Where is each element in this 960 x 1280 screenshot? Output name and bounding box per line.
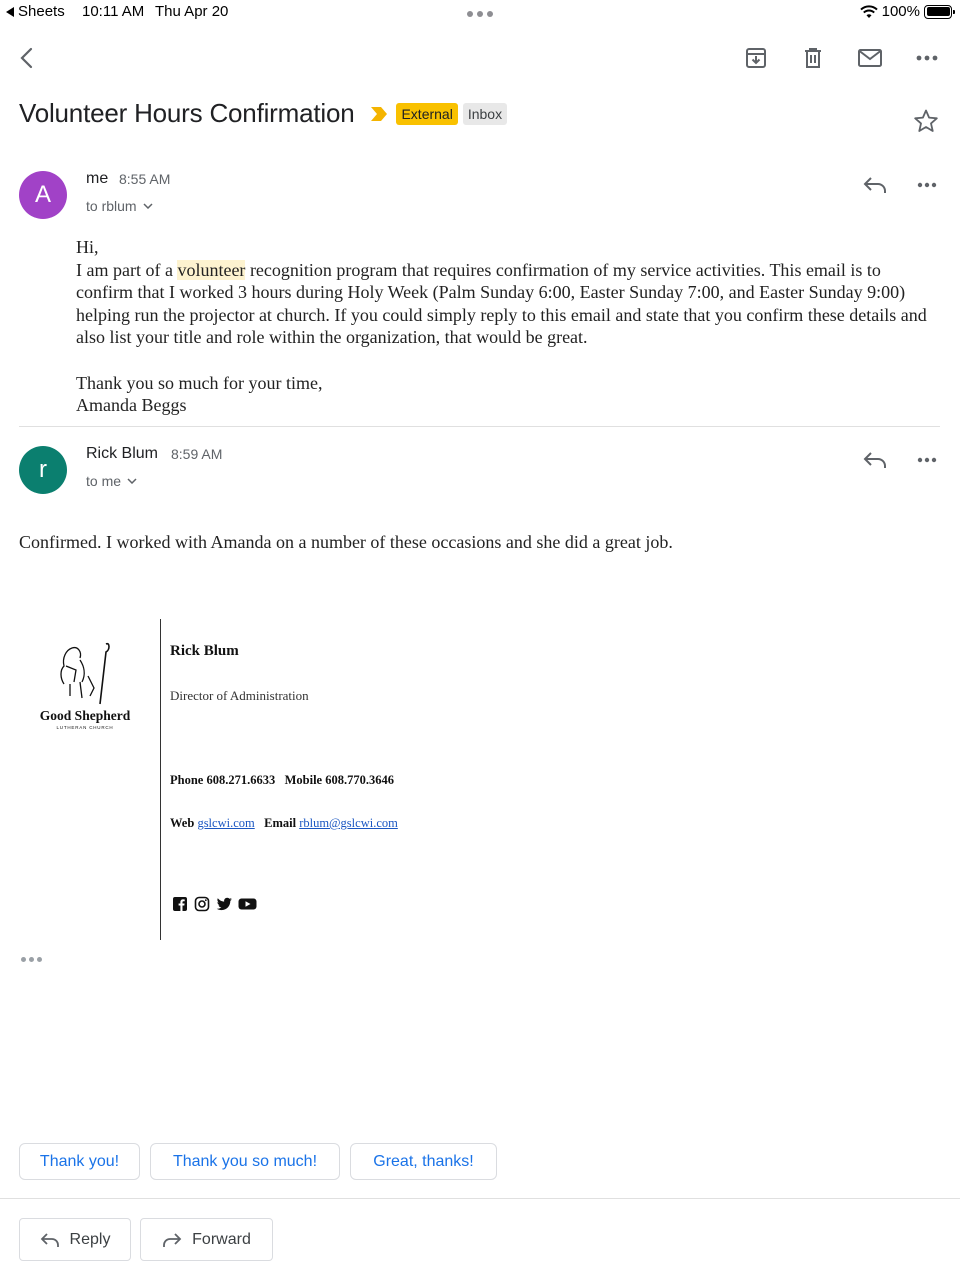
wifi-icon <box>860 5 878 19</box>
reply-button[interactable] <box>19 1218 131 1261</box>
battery-icon <box>924 5 952 19</box>
battery-percent: 100% <box>881 3 920 20</box>
sender-signoff: Amanda Beggs <box>76 395 187 416</box>
show-trimmed-content-icon[interactable] <box>21 957 42 962</box>
recipient-details-toggle[interactable] <box>86 198 153 214</box>
avatar[interactable] <box>19 171 67 219</box>
status-bar <box>0 0 960 26</box>
send-time: 8:55 AM <box>119 171 171 187</box>
message-divider <box>19 426 940 427</box>
logo-text: Good Shepherd <box>39 708 131 723</box>
smart-reply-chip[interactable]: Great, thanks! <box>350 1143 497 1180</box>
send-time: 8:59 AM <box>171 446 223 462</box>
signature-divider <box>160 619 161 940</box>
signature-title: Director of Administration <box>170 688 309 703</box>
instagram-icon[interactable] <box>194 896 210 912</box>
signature-links <box>170 816 398 831</box>
website-link[interactable]: gslcwi.com <box>197 816 255 830</box>
web-label: Web <box>170 816 195 830</box>
reply-icon[interactable] <box>860 170 890 200</box>
phone-number[interactable]: 608.271.6633 <box>206 773 276 787</box>
avatar-letter: r <box>39 456 47 483</box>
label-inbox[interactable]: Inbox <box>463 103 507 125</box>
email-subject: Volunteer Hours Confirmation <box>19 98 355 128</box>
email-link[interactable]: rblum@gslcwi.com <box>299 816 398 830</box>
smart-reply-chip[interactable]: Thank you! <box>19 1143 140 1180</box>
closing: Thank you so much for your time, <box>76 372 323 393</box>
sender-name: Rick Blum <box>86 445 159 462</box>
star-icon[interactable] <box>913 108 939 134</box>
mobile-number[interactable]: 608.770.3646 <box>325 773 394 787</box>
mark-unread-icon[interactable] <box>854 42 886 74</box>
recipient-text: to rblum <box>86 198 137 214</box>
reply-body: Confirmed. I worked with Amanda on a number of these occasions and she did a great job. <box>19 532 673 552</box>
importance-marker-icon[interactable] <box>370 105 388 123</box>
chevron-down-icon <box>143 203 153 209</box>
label-external: External <box>396 103 457 125</box>
forward-label: Forward <box>192 1230 251 1248</box>
greeting: Hi, <box>76 237 99 257</box>
mobile-label: Mobile <box>284 773 323 787</box>
body-text-start: I am part of a <box>76 259 178 280</box>
archive-icon[interactable] <box>740 42 772 74</box>
email-label: Email <box>264 816 297 830</box>
status-date: Thu Apr 20 <box>155 3 229 20</box>
logo-subtext: LUTHERAN CHURCH <box>56 725 114 730</box>
avatar-letter: A <box>34 181 51 208</box>
message-body <box>76 236 940 417</box>
signature-name: Rick Blum <box>170 643 239 659</box>
signature-phones <box>170 773 394 788</box>
back-arrow-icon[interactable] <box>12 42 44 74</box>
reply-icon[interactable] <box>860 445 890 475</box>
youtube-icon[interactable] <box>238 896 257 912</box>
body-paragraph <box>76 259 940 349</box>
message-more-icon[interactable] <box>912 170 942 200</box>
social-icons <box>172 896 257 912</box>
recipient-text: to me <box>86 473 122 489</box>
more-icon[interactable] <box>911 42 943 74</box>
reply-arrow-icon <box>40 1232 60 1248</box>
forward-arrow-icon <box>162 1232 182 1248</box>
highlighted-keyword: volunteer <box>177 259 246 280</box>
subject-row <box>19 98 507 129</box>
back-triangle-icon <box>6 7 14 17</box>
back-app-label: Sheets <box>18 3 65 20</box>
avatar[interactable] <box>19 446 67 494</box>
phone-label: Phone <box>170 773 204 787</box>
multitasking-dots-icon[interactable] <box>467 11 493 17</box>
back-to-app-link[interactable] <box>6 3 65 20</box>
twitter-icon[interactable] <box>216 896 232 912</box>
church-logo <box>30 636 140 736</box>
trash-icon[interactable] <box>797 42 829 74</box>
body-text-rest: recognition program that requires confirmation of my service activities. This email is to confirm that I worked 3 hours during Holy Week (Palm Sunday 6:00, Easter Sunday 7:00, and Easter Sunday 9:00) helping run the projector at church. If you could simply reply to this email and state that you confirm these details and also list your title and role within the organization, that would be great. <box>76 259 927 348</box>
bottom-divider <box>0 1198 960 1199</box>
reply-label: Reply <box>69 1230 111 1248</box>
sender-name: me <box>86 170 109 187</box>
status-indicators <box>860 3 952 20</box>
forward-button[interactable] <box>140 1218 273 1261</box>
recipient-details-toggle[interactable] <box>86 473 137 489</box>
message-more-icon[interactable] <box>912 445 942 475</box>
chevron-down-icon <box>127 478 137 484</box>
smart-reply-chip[interactable]: Thank you so much! <box>150 1143 340 1180</box>
status-time: 10:11 AM <box>82 3 145 20</box>
email-toolbar <box>0 36 960 80</box>
facebook-icon[interactable] <box>172 896 188 912</box>
